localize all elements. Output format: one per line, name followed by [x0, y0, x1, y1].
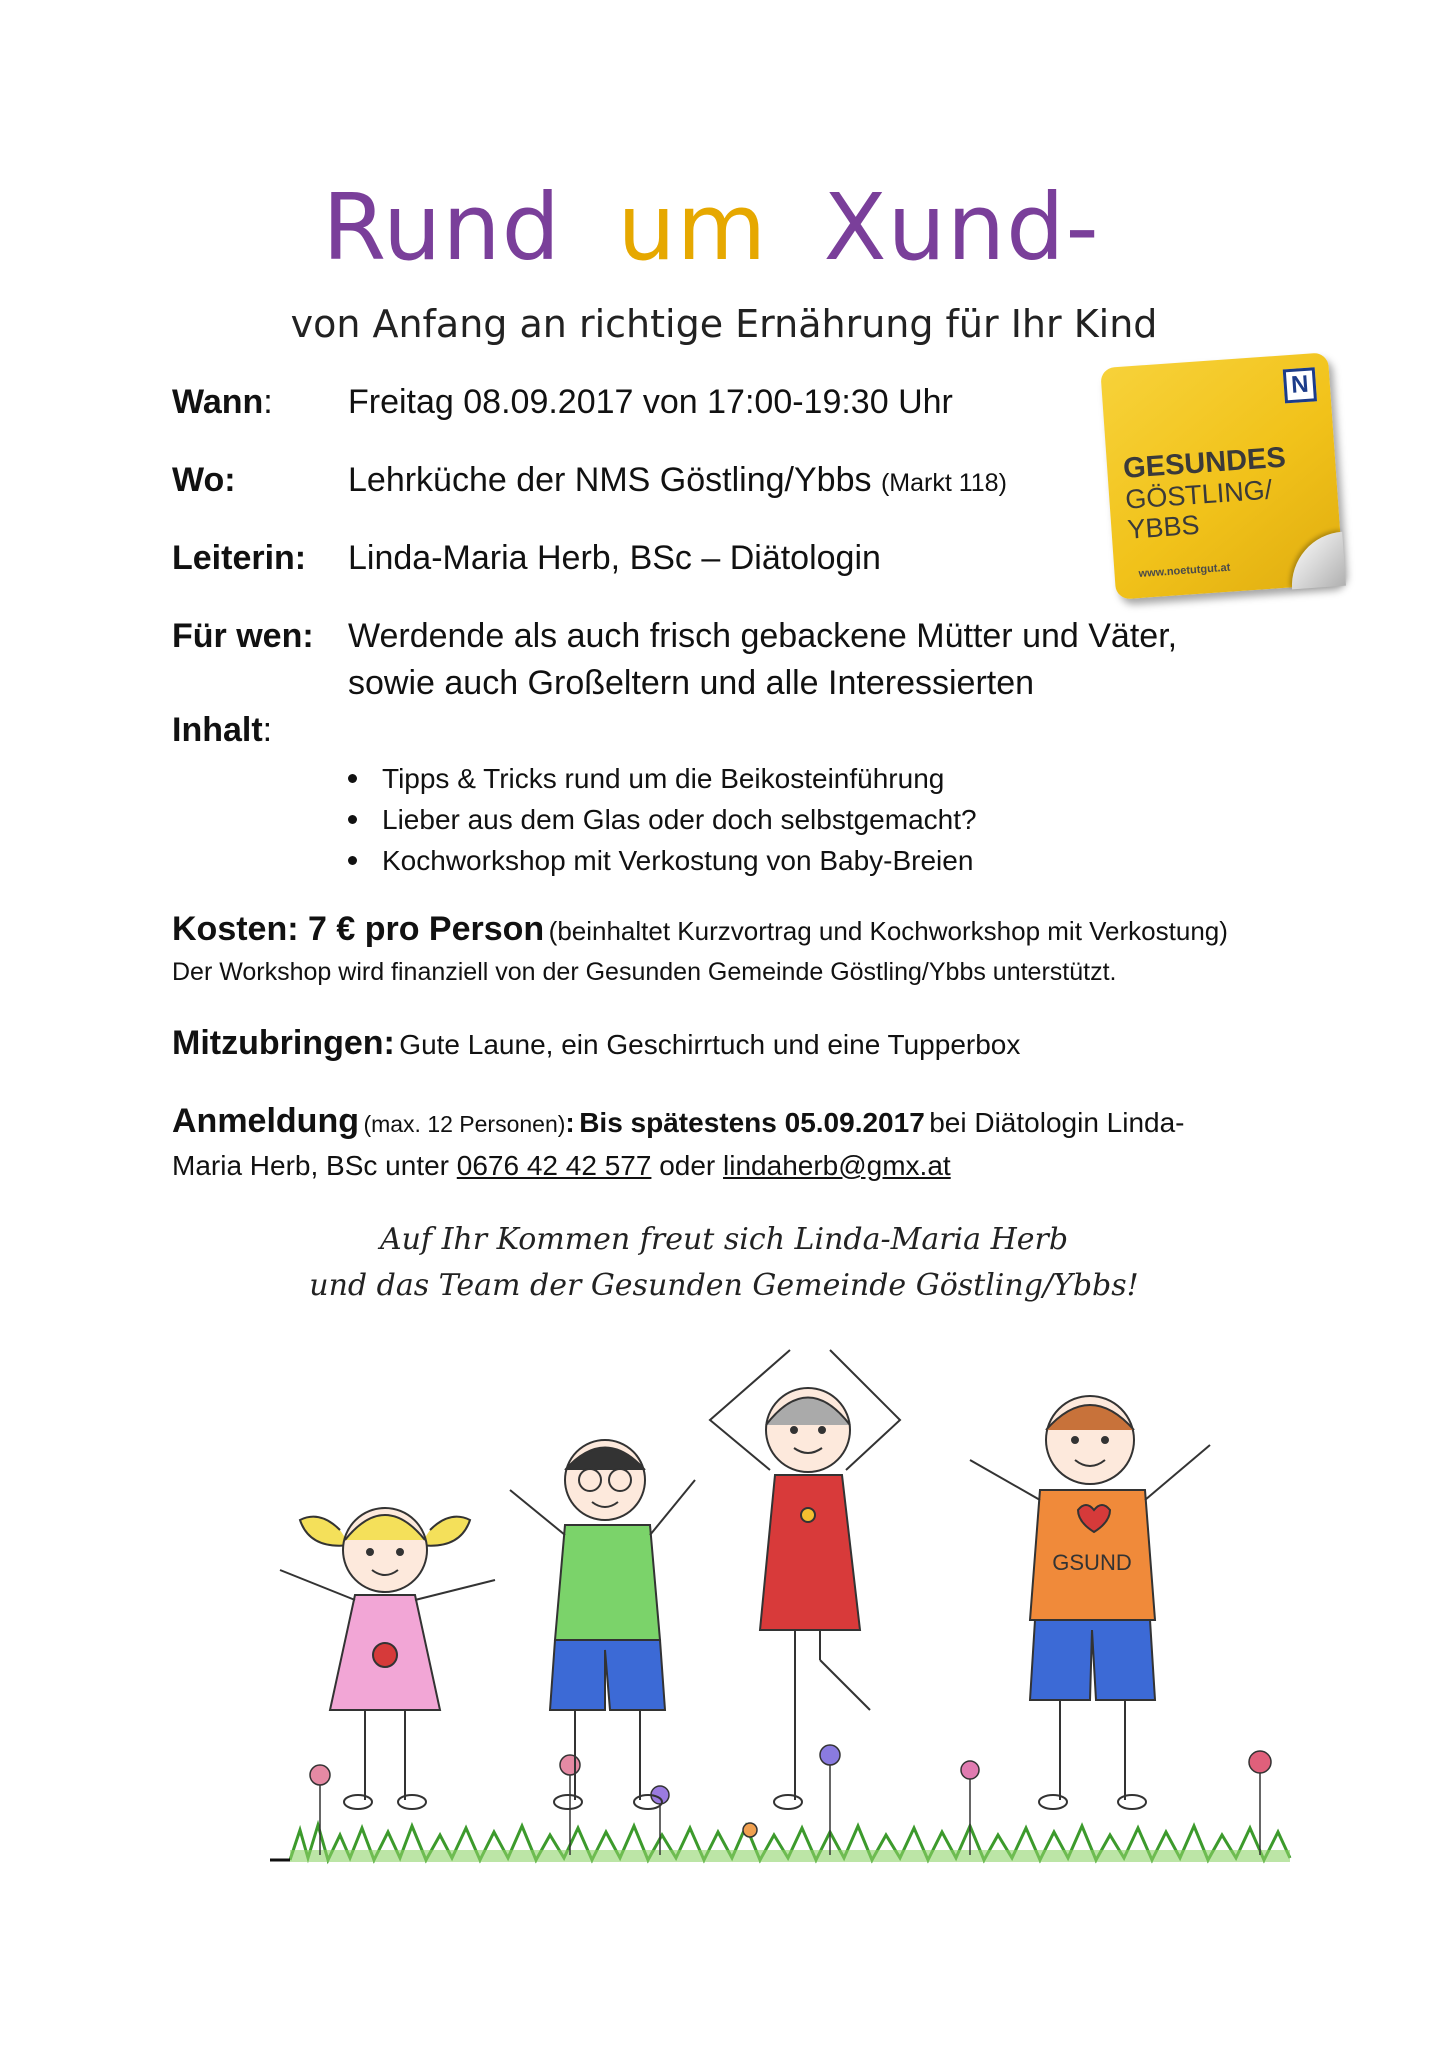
anmeldung-deadline: Bis spätestens 05.09.2017: [579, 1107, 925, 1138]
flowers: [310, 1745, 1271, 1855]
mitzubringen-line: [172, 1024, 1020, 1063]
badge-line2: GÖSTLING/: [1124, 474, 1274, 515]
label-leiterin: Leiterin:: [172, 539, 307, 577]
value-wo-note: (Markt 118): [880, 469, 1007, 497]
badge-line1: GESUNDES: [1122, 441, 1287, 485]
anmeldung-label: Anmeldung: [172, 1102, 359, 1140]
flyer-title: [0, 174, 1448, 281]
label-wo: Wo:: [172, 461, 236, 499]
badge-line3: YBBS: [1126, 509, 1201, 545]
badge-url: www.noetutgut.at: [1138, 561, 1231, 581]
value-fuer-wen-line2: sowie auch Großeltern und alle Interessierten: [348, 664, 1035, 702]
kosten-note: (beinhaltet Kurzvortrag und Kochworkshop mit Verkostung): [548, 916, 1228, 946]
flyer-subtitle: von Anfang an richtige Ernährung für Ihr Kind: [290, 302, 1158, 346]
title-word-1: Rund: [322, 174, 562, 281]
shirt-text: GSUND: [1052, 1550, 1132, 1575]
value-wann: Freitag 08.09.2017 von 17:00-19:30 Uhr: [348, 383, 953, 421]
topic-item: Kochworkshop mit Verkostung von Baby-Breien: [346, 840, 977, 881]
grandma-figure: [710, 1350, 900, 1809]
label-wann: Wann:: [172, 383, 273, 421]
man-figure: [970, 1396, 1210, 1809]
title-word-2: um: [617, 174, 768, 281]
closing-line1: Auf Ihr Kommen freut sich Linda-Maria Herb: [379, 1222, 1069, 1257]
anmeldung-note: (max. 12 Personen): [363, 1111, 566, 1137]
value-wo: Lehrküche der NMS Göstling/Ybbs (Markt 118): [348, 461, 1007, 499]
title-word-3: Xund-: [823, 174, 1100, 281]
value-leiterin: Linda-Maria Herb, BSc – Diätologin: [348, 539, 881, 577]
phone-link[interactable]: 0676 42 42 577: [456, 1150, 652, 1181]
label-fuer-wen: Für wen:: [172, 617, 314, 655]
girl-figure: [280, 1508, 495, 1809]
boy-figure: [510, 1440, 695, 1809]
topic-item: Tipps & Tricks rund um die Beikosteinführung: [346, 758, 977, 799]
label-inhalt: Inhalt:: [172, 711, 273, 749]
mitzubringen-value: Gute Laune, ein Geschirrtuch und eine Tupperbox: [399, 1029, 1021, 1060]
anmeldung-line1: Anmeldung (max. 12 Personen): Bis spätestens 05.09.2017 bei Diätologin Linda-: [172, 1102, 1185, 1140]
kosten-line: [172, 910, 1228, 949]
value-fuer-wen-line1: Werdende als auch frisch gebackene Mütter und Väter,: [348, 617, 1178, 655]
anmeldung-line2: Maria Herb, BSc unter 0676 42 42 577 oder lindaherb@gmx.at: [172, 1150, 951, 1181]
topic-item: Lieber aus dem Glas oder doch selbstgemacht?: [346, 799, 977, 840]
kosten-label: Kosten: 7 € pro Person: [172, 910, 545, 948]
kosten-support: Der Workshop wird finanziell von der Gesunden Gemeinde Göstling/Ybbs unterstützt.: [172, 958, 1117, 986]
noe-logo-icon: N: [1283, 367, 1317, 403]
gesundes-goestling-badge: [1100, 352, 1344, 599]
mitzubringen-label: Mitzubringen:: [172, 1024, 395, 1062]
family-drawing: [270, 1330, 1310, 1870]
topic-list: [346, 758, 977, 881]
email-link[interactable]: lindaherb@gmx.at: [723, 1150, 951, 1181]
closing-line2: und das Team der Gesunden Gemeinde Göstling/Ybbs!: [309, 1268, 1139, 1303]
